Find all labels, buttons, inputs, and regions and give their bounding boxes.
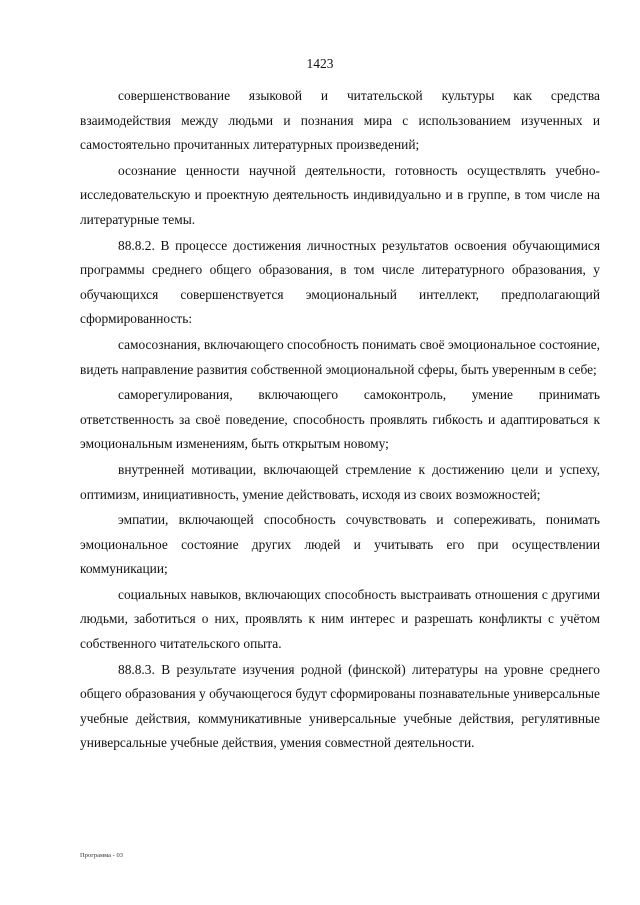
paragraph-empathy: эмпатии, включающей способность сочувствовать и сопереживать, понимать эмоциональное состояние других людей и учитывать его при осуществлении коммуникации; [80, 512, 600, 577]
footer-label: Программа - 03 [80, 852, 123, 859]
paragraph-scientific-activity: осознание ценности научной деятельности, готовность осуществлять учебно-исследовательскую и проектную деятельность индивидуально и в группе, в том числе на литературные темы. [80, 162, 600, 227]
paragraph-self-regulation: саморегулирования, включающего самоконтроль, умение принимать ответственность за своё поведение, способность проявлять гибкость и адаптироваться к эмоциональным изменениям, быть открытым новому; [80, 387, 600, 452]
paragraph-88-8-3: 88.8.3. В результате изучения родной (финской) литературы на уровне среднего общего образования у обучающегося будут сформированы познавательные универсальные учебные действия, коммуникативные универсальные учебные действия, регулятивные универсальные учебные действия, умения совместной деятельности. [80, 661, 600, 751]
document-body [80, 84, 600, 757]
paragraph-social-skills: социальных навыков, включающих способность выстраивать отношения с другими людьми, заботиться о них, проявлять к ним интерес и разрешать конфликты с учётом собственного читательского опыта. [80, 586, 600, 652]
paragraph-internal-motivation: внутренней мотивации, включающей стремление к достижению цели и успеху, оптимизм, инициативность, умение действовать, исходя из своих возможностей; [80, 461, 600, 502]
page-number: 1423 [306, 56, 334, 71]
paragraph-language-culture: совершенствование языковой и читательской культуры как средства взаимодействия между людьми и познания мира с использованием изученных и самостоятельно прочитанных литературных произведений; [80, 88, 600, 153]
paragraph-88-8-2: 88.8.2. В процессе достижения личностных результатов освоения обучающимися программы среднего общего образования, в том числе литературного образования, у обучающихся совершенствуется эмоциональный интеллект, предполагающий сформированность: [80, 237, 600, 327]
paragraph-self-awareness: самосознания, включающего способность понимать своё эмоциональное состояние, видеть направление развития собственной эмоциональной сферы, быть уверенным в себе; [80, 336, 600, 377]
